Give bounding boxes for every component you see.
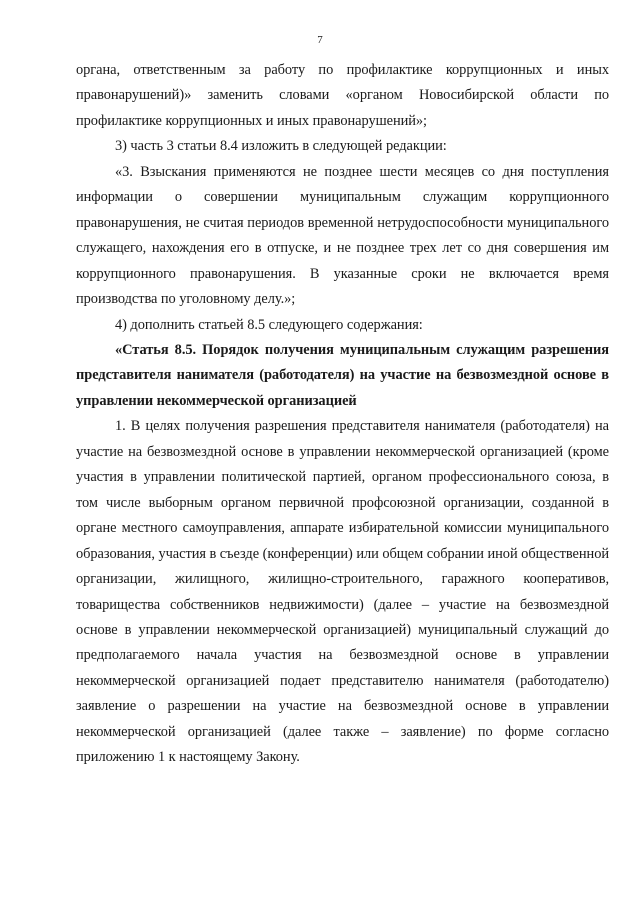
- paragraph-item-4: 4) дополнить статьей 8.5 следующего содержания:: [115, 316, 423, 333]
- page-number: 7: [317, 34, 323, 46]
- document-body: [76, 58, 609, 771]
- paragraph-continuation: органа, ответственным за работу по профилактике коррупционных и иных правонарушений)» заменить словами «органом Новосибирской области по профилактике коррупционных и иных правонарушений»;: [76, 62, 609, 129]
- paragraph-article-part-1: 1. В целях получения разрешения представителя нанимателя (работодателя) на участие на безвозмездной основе в управлении некоммерческой организацией (кроме участия в управлении политической партией, органом профессионального союза, в том числе выборным органом первичной профсоюзной организации, созданной в органе местного самоуправления, аппарате избирательной комиссии муниципального образования, участия в съезде (конференции) или общем собрании иной общественной организации, жилищного, жилищно-строительного, гаражного кооперативов, товарищества собственников недвижимости) (далее – участие на безвозмездной основе в управлении некоммерческой организацией) муниципальный служащий до предполагаемого начала участия на безвозмездной основе в управлении некоммерческой организацией подает представителю нанимателя (работодателю) заявление о разрешении на участие на безвозмездной основе в управлении некоммерческой организацией (далее также – заявление) по форме согласно приложению 1 к настоящему Закону.: [76, 418, 609, 766]
- paragraph-item-3: 3) часть 3 статьи 8.4 изложить в следующей редакции:: [115, 138, 447, 155]
- paragraph-quoted-part-3: «3. Взыскания применяются не позднее шести месяцев со дня поступления информации о совершении муниципальным служащим коррупционного правонарушения, не считая периодов временной нетрудоспособности муниципального служащего, нахождения его в отпуске, и не позднее трех лет со дня совершения им коррупционного правонарушения. В указанные сроки не включается время производства по уголовному делу.»;: [76, 163, 609, 308]
- article-heading: «Статья 8.5. Порядок получения муниципальным служащим разрешения представителя нанимателя (работодателя) на участие на безвозмездной основе в управлении некоммерческой организацией: [76, 341, 609, 409]
